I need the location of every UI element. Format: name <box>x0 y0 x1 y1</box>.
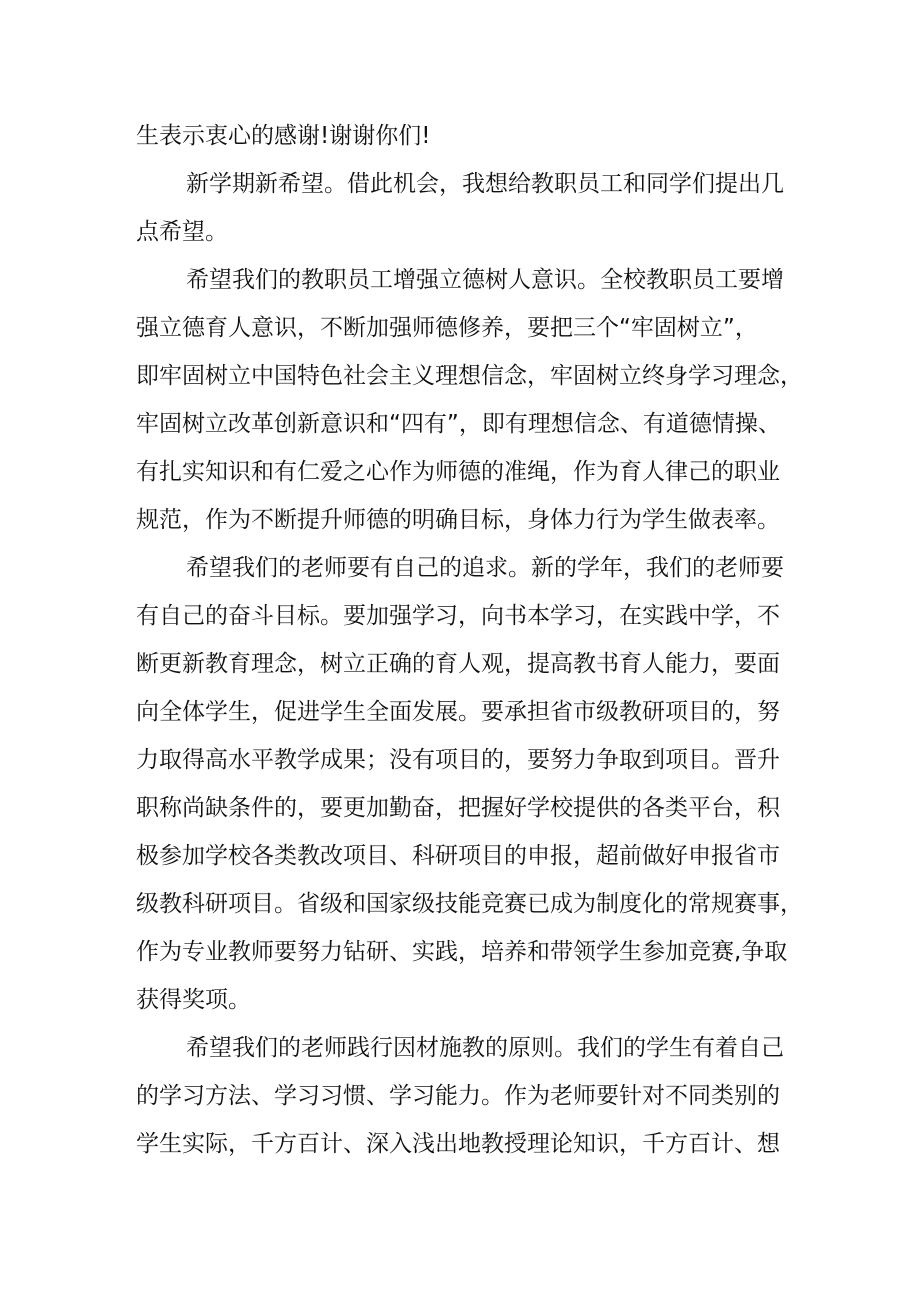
text-line-19: 获得奖项。 <box>136 987 251 1013</box>
text-line-17: 级教科研项目。省级和国家级技能竞赛已成为制度化的常规赛事， <box>136 891 803 917</box>
text-line-18: 作为专业教师要努力钻研、实践，培养和带领学生参加竞赛,争取 <box>136 939 788 965</box>
paragraph-start-individualized-teaching: 希望我们的老师践行因材施教的原则。我们的学生有着自己 <box>186 1035 784 1061</box>
text-line-11: 有自己的奋斗目标。要加强学习，向书本学习，在实践中学，不 <box>136 603 780 629</box>
text-line-6: 即牢固树立中国特色社会主义理想信念，牢固树立终身学习理念， <box>136 363 803 389</box>
text-line-15: 职称尚缺条件的，要更加勤奋，把握好学校提供的各类平台，积 <box>136 795 780 821</box>
text-line-5: 强立德育人意识，不断加强师德修养，要把三个“牢固树立”， <box>136 315 758 341</box>
document-body <box>136 112 816 1168</box>
text-line-12: 断更新教育理念，树立正确的育人观，提高教书育人能力，要面 <box>136 651 780 677</box>
text-line-16: 极参加学校各类教改项目、科研项目的申报，超前做好申报省市 <box>136 843 780 869</box>
paragraph-start-teacher-pursuit: 希望我们的老师要有自己的追求。新的学年，我们的老师要 <box>186 555 784 581</box>
text-line-21: 的学习方法、学习习惯、学习能力。作为老师要针对不同类别的 <box>136 1083 780 1109</box>
text-line-14: 力取得高水平教学成果；没有项目的，要努力争取到项目。晋升 <box>136 747 780 773</box>
text-line-3: 点希望。 <box>136 219 228 245</box>
text-line-13: 向全体学生，促进学生全面发展。要承担省市级教研项目的，努 <box>136 699 780 725</box>
paragraph-start-new-semester: 新学期新希望。借此机会，我想给教职员工和同学们提出几 <box>186 171 784 197</box>
text-line-22: 学生实际，千方百计、深入浅出地教授理论知识，千方百计、想 <box>136 1131 780 1157</box>
text-line-9: 规范，作为不断提升师德的明确目标，身体力行为学生做表率。 <box>136 507 780 533</box>
paragraph-start-moral-education: 希望我们的教职员工增强立德树人意识。全校教职员工要增 <box>186 267 784 293</box>
text-line-7: 牢固树立改革创新意识和“四有”，即有理想信念、有道德情操、 <box>136 411 781 437</box>
text-line-1: 生表示衷心的感谢!谢谢你们! <box>136 123 431 149</box>
text-line-8: 有扎实知识和有仁爱之心作为师德的准绳，作为育人律己的职业 <box>136 459 780 485</box>
